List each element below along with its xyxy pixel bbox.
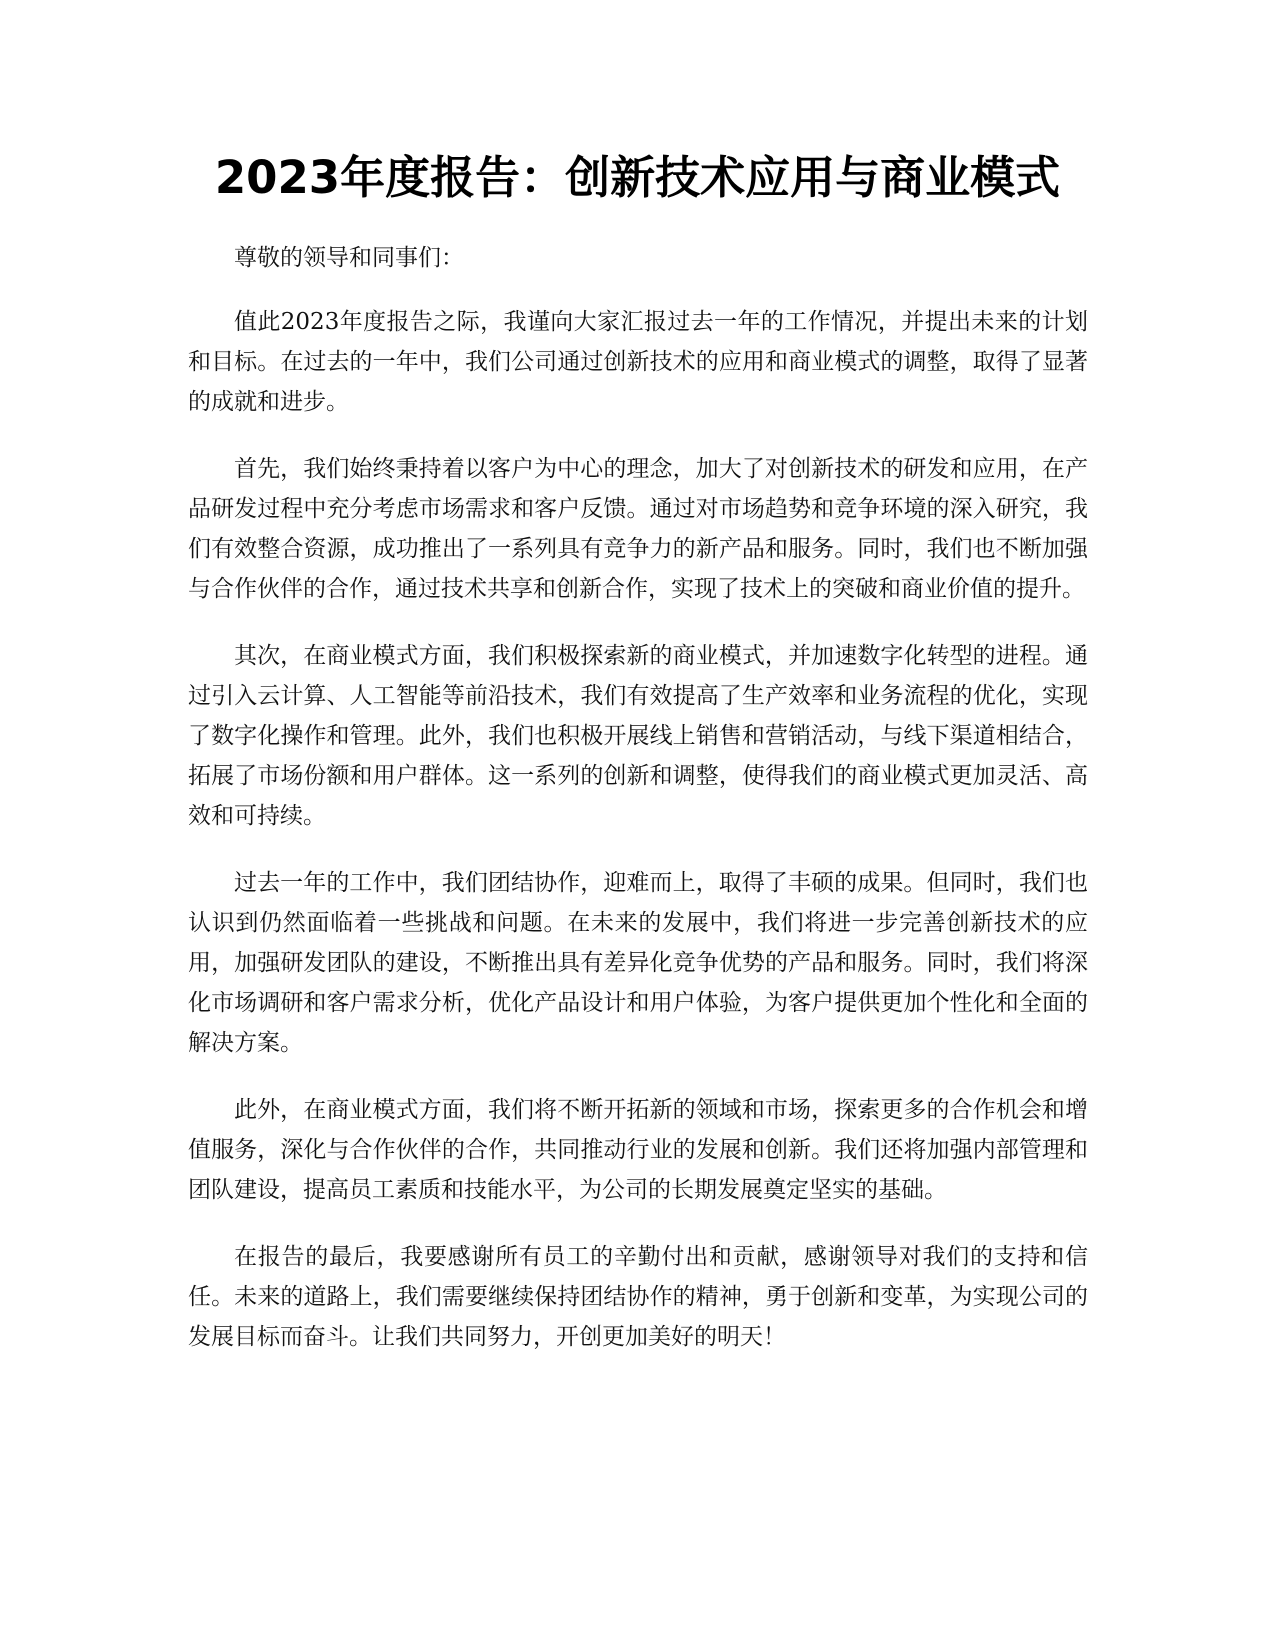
paragraph-2: 首先，我们始终秉持着以客户为中心的理念，加大了对创新技术的研发和应用，在产品研发过程中充分考虑市场需求和客户反馈。通过对市场趋势和竞争环境的深入研究，我们有效整合资源，成功推出了一系列具有竞争力的新产品和服务。同时，我们也不断加强与合作伙伴的合作，通过技术共享和创新合作，实现了技术上的突破和商业价值的提升。: [188, 456, 1088, 602]
paragraph-3: 其次，在商业模式方面，我们积极探索新的商业模式，并加速数字化转型的进程。通过引入云计算、人工智能等前沿技术，我们有效提高了生产效率和业务流程的优化，实现了数字化操作和管理。此外，我们也积极开展线上销售和营销活动，与线下渠道相结合，拓展了市场份额和用户群体。这一系列的创新和调整，使得我们的商业模式更加灵活、高效和可持续。: [188, 643, 1088, 829]
document-body: [188, 238, 1088, 1384]
document-title: 2023年度报告：创新技术应用与商业模式: [214, 151, 1061, 204]
paragraph-5: 此外，在商业模式方面，我们将不断开拓新的领域和市场，探索更多的合作机会和增值服务，深化与合作伙伴的合作，共同推动行业的发展和创新。我们还将加强内部管理和团队建设，提高员工素质和技能水平，为公司的长期发展奠定坚实的基础。: [188, 1097, 1088, 1203]
paragraph-1: 值此2023年度报告之际，我谨向大家汇报过去一年的工作情况，并提出未来的计划和目标。在过去的一年中，我们公司通过创新技术的应用和商业模式的调整，取得了显著的成就和进步。: [188, 309, 1088, 415]
paragraph-6: 在报告的最后，我要感谢所有员工的辛勤付出和贡献，感谢领导对我们的支持和信任。未来的道路上，我们需要继续保持团结协作的精神，勇于创新和变革，为实现公司的发展目标而奋斗。让我们共同努力，开创更加美好的明天！: [188, 1244, 1088, 1350]
salutation: 尊敬的领导和同事们：: [234, 245, 464, 271]
paragraph-4: 过去一年的工作中，我们团结协作，迎难而上，取得了丰硕的成果。但同时，我们也认识到仍然面临着一些挑战和问题。在未来的发展中，我们将进一步完善创新技术的应用，加强研发团队的建设，不断推出具有差异化竞争优势的产品和服务。同时，我们将深化市场调研和客户需求分析，优化产品设计和用户体验，为客户提供更加个性化和全面的解决方案。: [188, 870, 1088, 1056]
